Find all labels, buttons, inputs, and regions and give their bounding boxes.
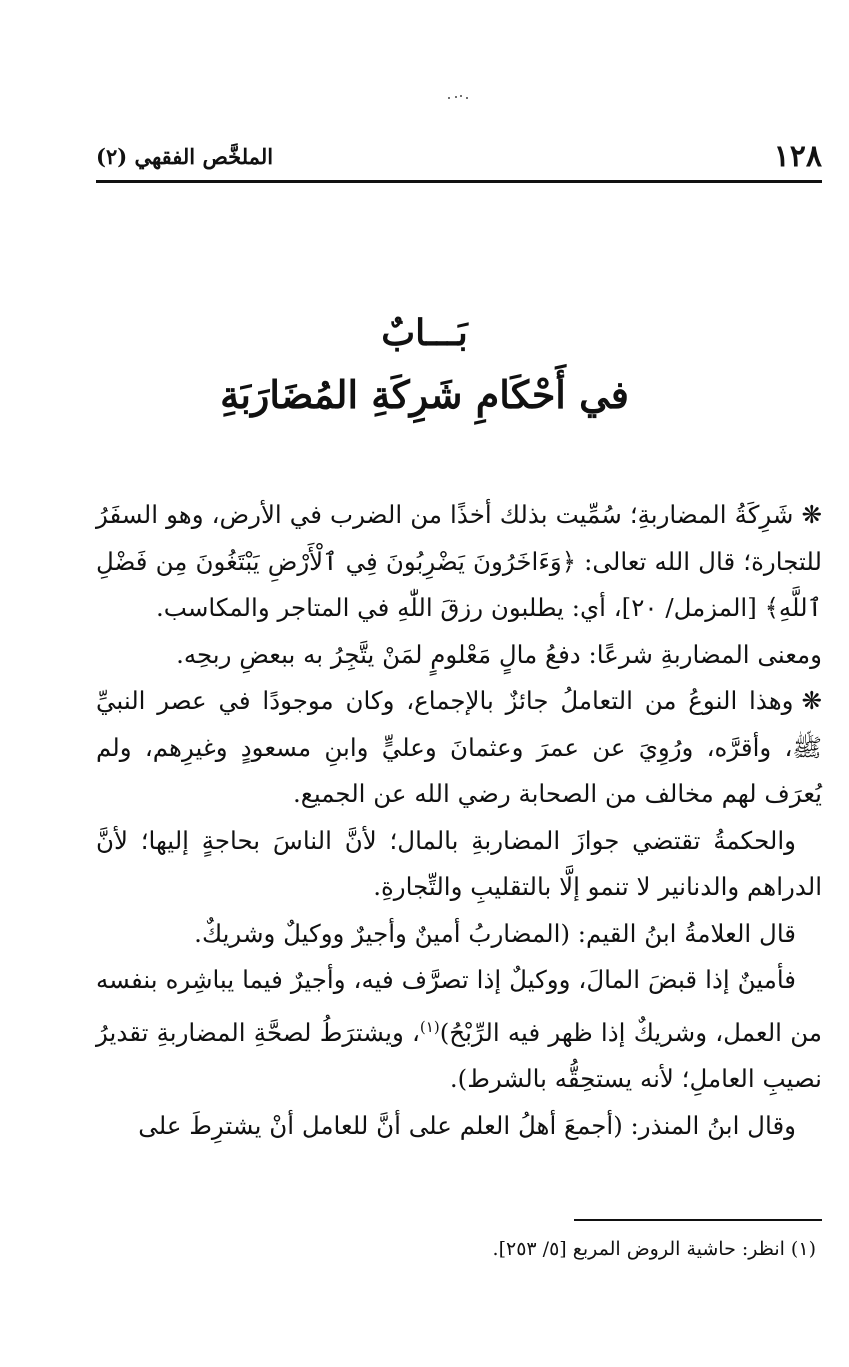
footnote: (١) انظر: حاشية الروض المربع [٥/ ٢٥٣]. bbox=[492, 1238, 816, 1260]
paragraph-1 bbox=[96, 492, 822, 632]
chapter-label: بَـــابٌ bbox=[381, 312, 468, 354]
paragraph-5-text: فأمينٌ إذا قبضَ المالَ، ووكيلٌ إذا تصرَّف فيه، وأجيرٌ فيما يباشِره بنفسه من العمل، وشريكٌ إذا ظهر فيه الرِّبْحُ) bbox=[96, 965, 822, 1047]
paragraph-definition: ومعنى المضاربةِ شرعًا: دفعُ مالٍ مَعْلومٍ لمَنْ يتَّجِرُ به ببعضِ ربحِه. bbox=[176, 639, 822, 669]
star-bullet: ❋ bbox=[801, 500, 822, 529]
paragraph-2 bbox=[96, 678, 822, 818]
running-title: الملخَّص الفقهي (٢) bbox=[96, 143, 274, 169]
paragraph-5 bbox=[96, 957, 822, 1103]
paragraph-6: وقال ابنُ المنذر: (أجمعَ أهلُ العلم على أنَّ للعامل أنْ يشترِطَ على bbox=[138, 1110, 796, 1140]
paragraph-5-rest: ، ويشترَطُ لصحَّةِ المضاربةِ تقديرُ نصيبِ العاملِ؛ لأنه يستحِقُّه بالشرط). bbox=[96, 1017, 822, 1094]
paragraph-4: قال العلامةُ ابنُ القيم: (المضاربُ أمينٌ وأجيرٌ ووكيلٌ وشريكٌ. bbox=[194, 918, 796, 948]
scan-speck bbox=[446, 94, 474, 100]
body-text bbox=[96, 492, 822, 1149]
paragraph-2-text: وهذا النوعُ من التعاملُ جائزٌ بالإجماع، وكان موجودًا في عصر النبيِّ ﷺ، وأقرَّه، ورُوِيَ عن عمرَ وعثمانَ وعليٍّ وابنِ مسعودٍ وغيرِهم، ولم يُعرَف لهم مخالف من الصحابة رضي الله عن الجميع. bbox=[96, 686, 822, 808]
footnote-ref[interactable]: (١) bbox=[419, 1017, 440, 1036]
footnote-rule bbox=[574, 1219, 822, 1221]
page-number: ١٢٨ bbox=[773, 138, 822, 174]
paragraph-1-text: شَرِكَةُ المضاربةِ؛ سُمِّيت بذلك أخذًا من الضرب في الأرض، وهو السفَرُ للتجارة؛ قال الله تعالى: ﴿وَءَاخَرُونَ يَضْرِبُونَ فِي ٱلْأَرْضِ يَبْتَغُونَ مِن فَضْلِ ٱللَّهِ﴾ [المزمل/ ٢٠]، أي: يطلبون رزقَ اللّٰهِ في المتاجر والمكاسب. bbox=[96, 500, 822, 622]
star-bullet: ❋ bbox=[801, 686, 822, 715]
paragraph-3: والحكمةُ تقتضي جوازَ المضاربةِ بالمال؛ لأنَّ الناسَ بحاجةٍ إليها؛ لأنَّ الدراهم والدنانير لا تنمو إلَّا بالتقليبِ والتِّجارةِ. bbox=[96, 825, 822, 901]
chapter-title: في أَحْكَامِ شَرِكَةِ المُضَارَبَةِ bbox=[220, 372, 629, 417]
header-rule bbox=[96, 180, 822, 183]
page-header bbox=[96, 132, 822, 180]
